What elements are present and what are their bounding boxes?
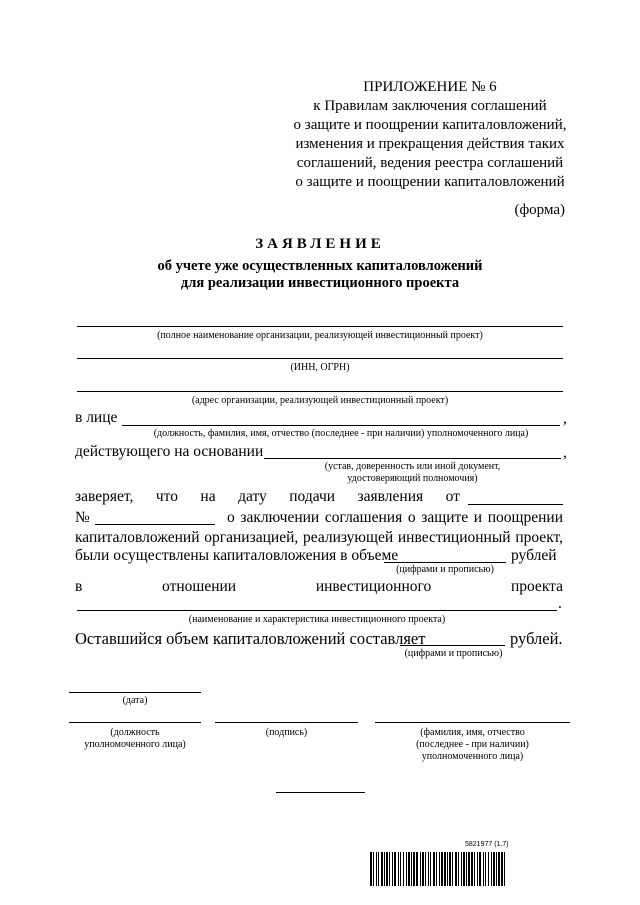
subtitle-line: об учете уже осуществленных капиталовложений — [157, 258, 483, 274]
org-name-field[interactable] — [77, 326, 563, 327]
fio-field[interactable] — [375, 722, 570, 723]
document-title: ЗАЯВЛЕНИЕ — [255, 236, 385, 252]
person-hint: (должность, фамилия, имя, отчество (последнее - при наличии) уполномоченного лица) — [153, 428, 529, 439]
remaining-amount-field[interactable] — [400, 645, 505, 646]
appendix-line: изменения и прекращения действия таких — [295, 136, 565, 152]
signature-field[interactable] — [215, 722, 358, 723]
position-hint — [60, 727, 210, 751]
remaining-text: Оставшийся объем капиталовложений составляет — [75, 629, 426, 648]
acting-basis-label: действующего на основании — [75, 443, 264, 460]
signature-hint: (подпись) — [265, 727, 308, 738]
fio-hint-line: (последнее - при наличии) — [416, 739, 529, 750]
word: на — [200, 488, 216, 505]
position-hint-line: (должность — [110, 727, 160, 738]
agreement-number-field[interactable] — [95, 524, 215, 525]
word: в — [75, 578, 83, 595]
amount-text: были осуществлены капиталовложения в объеме — [75, 547, 399, 564]
rubles-label: рублей. — [510, 629, 563, 648]
position-hint-line: уполномоченного лица) — [84, 739, 186, 750]
word: заявления — [357, 488, 424, 505]
date-field[interactable] — [69, 692, 201, 693]
appendix-header — [280, 78, 580, 192]
agreement-text: о заключении соглашения о защите и поощрении — [227, 509, 563, 526]
document-subtitle — [80, 258, 560, 292]
basis-hint — [264, 461, 561, 485]
person-field[interactable] — [122, 425, 560, 426]
word: подачи — [289, 488, 336, 505]
word: что — [155, 488, 178, 505]
date-hint: (дата) — [122, 695, 148, 706]
date-from-field[interactable] — [468, 504, 563, 505]
rubles-label: рублей — [511, 547, 557, 564]
barcode-number: 5821977 (1.7) — [465, 841, 509, 848]
comma: , — [563, 410, 567, 427]
address-hint: (адрес организации, реализующей инвестиционный проект) — [191, 395, 449, 406]
appendix-line: о защите и поощрении капиталовложений, — [293, 117, 567, 133]
address-field[interactable] — [77, 391, 563, 392]
appendix-line: соглашений, ведения реестра соглашений — [296, 155, 564, 171]
word: отношении — [162, 578, 237, 595]
word: инвестиционного — [315, 578, 432, 595]
basis-hint-line: удостоверяющий полномочия) — [347, 473, 478, 484]
fio-hint-line: (фамилия, имя, отчество — [420, 727, 525, 738]
word: от — [445, 488, 460, 505]
appendix-number: ПРИЛОЖЕНИЕ № 6 — [363, 79, 497, 95]
comma: , — [563, 444, 567, 461]
appendix-line: к Правилам заключения соглашений — [313, 98, 547, 114]
project-line — [75, 578, 563, 596]
inn-ogrn-hint: (ИНН, ОГРН) — [290, 362, 350, 373]
period: . — [558, 595, 562, 612]
org-text: капиталовложений организацией, реализующей инвестиционный проект, — [75, 529, 563, 546]
form-label: (форма) — [514, 202, 565, 218]
stamp-line — [276, 792, 365, 793]
remaining-amount-hint: (цифрами и прописью) — [404, 648, 503, 659]
in-person-label: в лице — [75, 409, 118, 426]
basis-field[interactable] — [264, 458, 561, 459]
project-field[interactable] — [77, 610, 557, 611]
basis-hint-line: (устав, доверенность или иной документ, — [324, 461, 501, 472]
subtitle-line: для реализации инвестиционного проекта — [180, 275, 460, 291]
barcode — [370, 852, 586, 886]
org-name-hint: (полное наименование организации, реализующей инвестиционный проект) — [157, 330, 483, 341]
inn-ogrn-field[interactable] — [77, 358, 563, 359]
amount-hint: (цифрами и прописью) — [396, 564, 494, 575]
project-hint: (наименование и характеристика инвестиционного проекта) — [188, 614, 446, 625]
amount-field[interactable] — [384, 562, 506, 563]
declares-line — [75, 488, 460, 506]
number-sign: № — [75, 509, 90, 526]
fio-hint — [375, 727, 570, 763]
word: дату — [238, 488, 267, 505]
fio-hint-line: уполномоченного лица) — [421, 751, 524, 762]
position-field[interactable] — [69, 722, 201, 723]
word: заверяет, — [75, 488, 134, 505]
word: проекта — [510, 578, 563, 595]
appendix-line: о защите и поощрении капиталовложений — [295, 174, 565, 190]
